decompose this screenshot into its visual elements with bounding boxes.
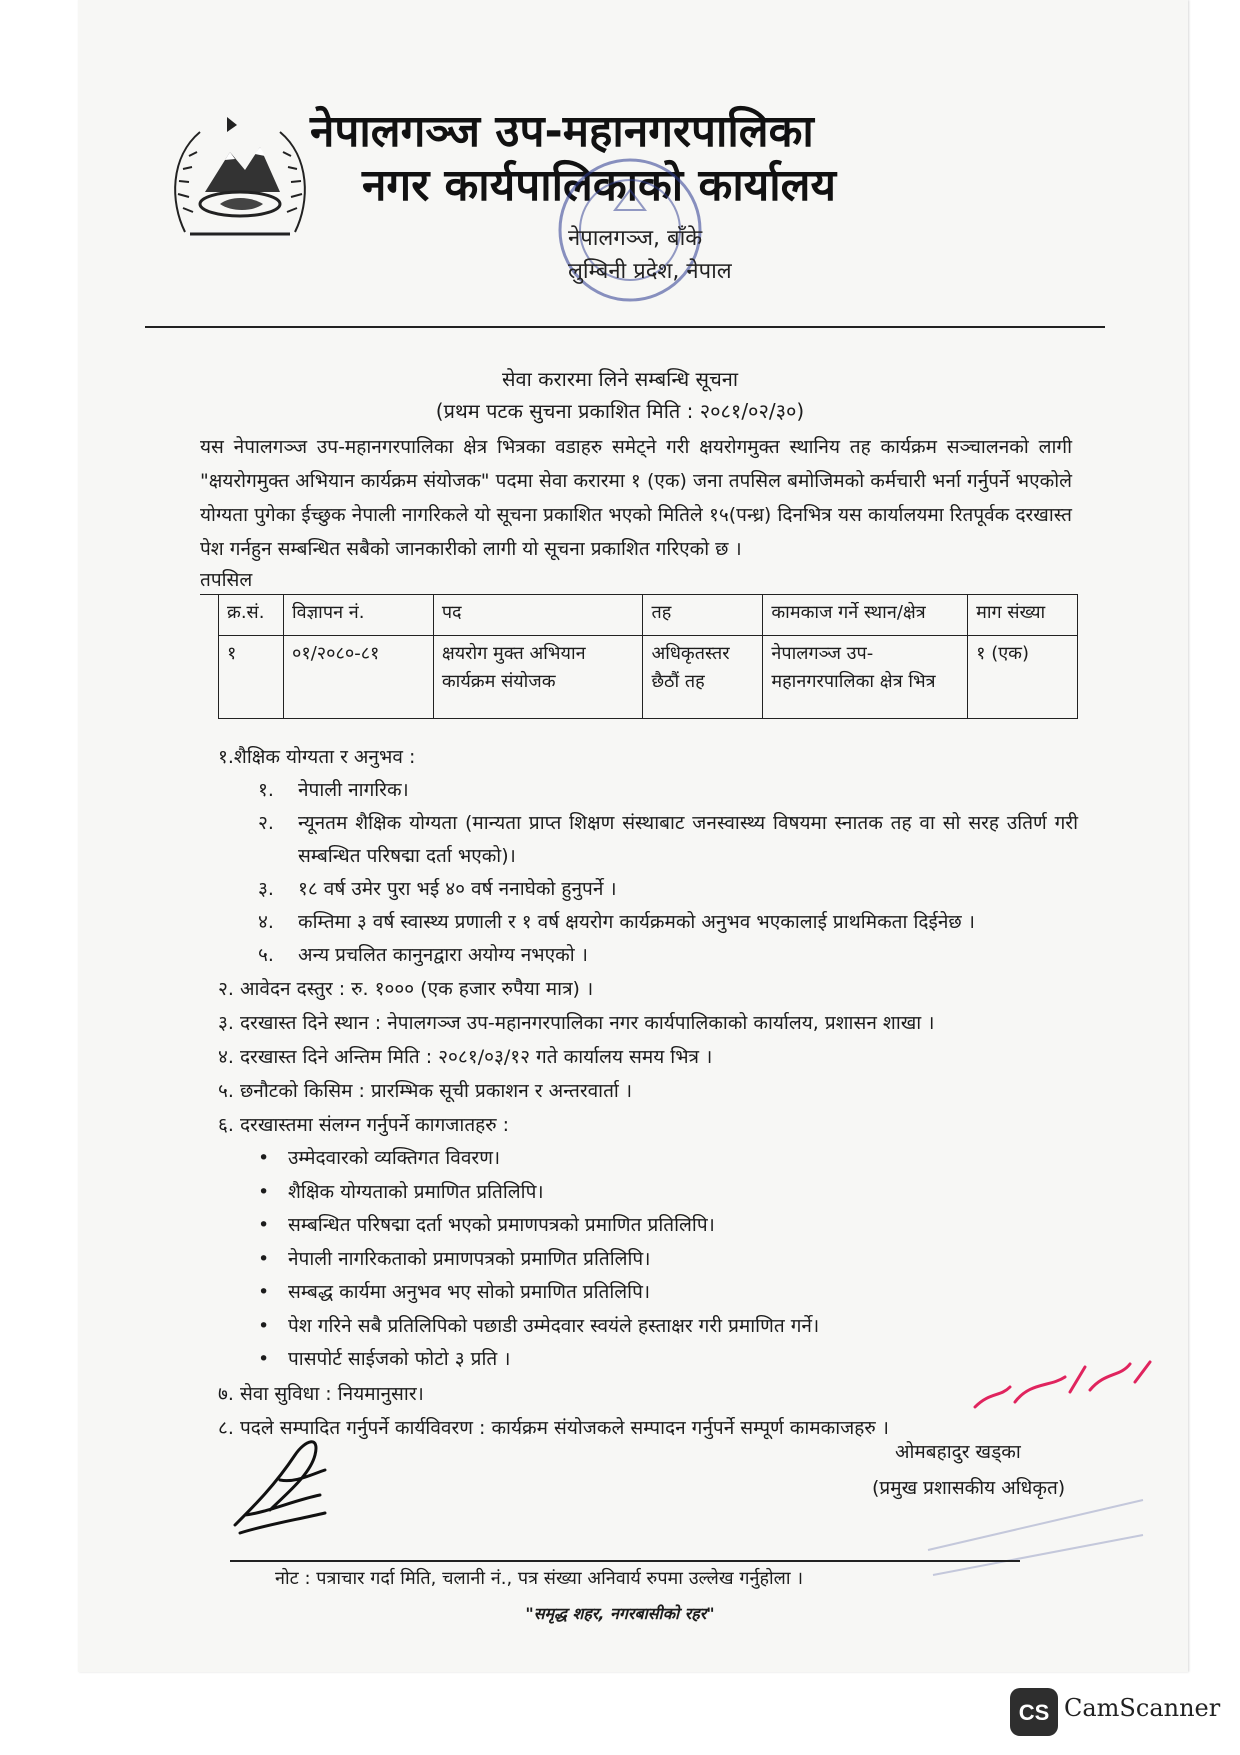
footer-note: नोट : पत्राचार गर्दा मिति, चलानी नं., पत्र संख्या अनिवार्य रुपमा उल्लेख गर्नुहोला । — [275, 1568, 804, 1589]
list-item-text: सम्बन्धित परिषद्मा दर्ता भएको प्रमाणपत्रको प्रमाणित प्रतिलिपि। — [288, 1214, 715, 1236]
list-item — [258, 873, 1078, 906]
bullet-icon: • — [258, 1214, 270, 1236]
address-line1: नेपालगञ्ज, बाँके — [568, 226, 703, 251]
list-item — [258, 1310, 1078, 1344]
documents-list — [218, 1142, 1078, 1377]
office-address — [568, 222, 732, 288]
list-item-text: सम्बद्ध कार्यमा अनुभव भए सोको प्रमाणित प्रतिलिपि। — [288, 1281, 651, 1303]
application-deadline: ४. दरखास्त दिने अन्तिम मिति : २०८१/०३/१२ गते कार्यालय समय भित्र । — [218, 1046, 713, 1068]
list-item — [258, 1243, 1078, 1277]
schedule-label: तपसिल — [200, 566, 252, 595]
notice-publish-date: (प्रथम पटक सुचना प्रकाशित मिति : २०८१/०२/३०) — [435, 399, 805, 423]
list-item-number: ४. — [258, 911, 274, 933]
vacancy-table — [218, 594, 1078, 719]
cell-demand: १ (एक) — [968, 636, 1078, 719]
cell-location: नेपालगञ्ज उप-महानगरपालिका क्षेत्र भित्र — [763, 636, 968, 719]
bullet-icon: • — [258, 1247, 270, 1270]
office-name-line2: नगर कार्यपालिकाको कार्यालय — [362, 160, 836, 211]
list-item — [258, 939, 1078, 972]
handwritten-signature-icon — [225, 1425, 335, 1540]
signatory-name: ओमबहादुर खड्का — [895, 1441, 1021, 1463]
list-item — [258, 1343, 1078, 1377]
list-item — [258, 1176, 1078, 1210]
list-item — [258, 1142, 1078, 1176]
list-item-text: अन्य प्रचलित कानुनद्वारा अयोग्य नभएको । — [298, 944, 588, 966]
camscanner-logo-icon — [1010, 1688, 1058, 1736]
list-item-text: नेपाली नागरिकताको प्रमाणपत्रको प्रमाणित प्रतिलिपि। — [288, 1247, 651, 1270]
list-item — [258, 774, 1078, 807]
bullet-icon: • — [258, 1180, 270, 1203]
application-fee: २. आवेदन दस्तुर : रु. १००० (एक हजार रुपैया मात्र) । — [218, 978, 594, 1000]
list-item — [258, 906, 1078, 939]
application-place: ३. दरखास्त दिने स्थान : नेपालगञ्ज उप-महानगरपालिका नगर कार्यपालिकाको कार्यालय, प्रशासन शाखा । — [218, 1012, 935, 1034]
camscanner-badge-text: CS — [1018, 1700, 1050, 1725]
requirements-section — [218, 740, 1078, 1445]
footer-motto: "समृद्ध शहर, नगरबासीको रहर" — [525, 1604, 715, 1623]
qualification-list — [218, 774, 1078, 972]
list-item — [258, 1276, 1078, 1310]
col-header-location: कामकाज गर्ने स्थान/क्षेत्र — [763, 595, 968, 636]
col-header-post: पद — [433, 595, 643, 636]
cell-level: अधिकृतस्तर छैठौं तह — [643, 636, 763, 719]
address-line2: लुम्बिनी प्रदेश, नेपाल — [568, 259, 732, 284]
service-benefits: ७. सेवा सुविधा : नियमानुसार। — [218, 1382, 424, 1405]
list-item-text: न्यूनतम शैक्षिक योग्यता (मान्यता प्राप्त शिक्षण संस्थाबाट जनस्वास्थ्य विषयमा स्नातक तह वा सो सरह उतिर्ण गरी सम्बन्धित परिषद्मा दर्ता भएको)। — [298, 812, 1078, 867]
name-stamp-icon — [918, 1480, 1153, 1590]
list-item — [258, 1209, 1078, 1243]
col-header-level: तह — [643, 595, 763, 636]
nepal-emblem-icon — [165, 112, 315, 247]
list-item-text: कम्तिमा ३ वर्ष स्वास्थ्य प्रणाली र १ वर्ष क्षयरोग कार्यक्रमको अनुभव भएकालाई प्राथमिकता दिईनेछ । — [298, 911, 975, 933]
list-item-text: पासपोर्ट साईजको फोटो ३ प्रति । — [288, 1348, 511, 1370]
list-item-text: शैक्षिक योग्यताको प्रमाणित प्रतिलिपि। — [288, 1180, 544, 1203]
office-name-line1: नेपालगञ्ज उप-महानगरपालिका — [310, 106, 814, 157]
camscanner-brand: CamScanner — [1064, 1694, 1221, 1722]
col-header-ad-no: विज्ञापन नं. — [283, 595, 433, 636]
list-item-number: ३. — [258, 878, 274, 900]
signatory-designation: (प्रमुख प्रशासकीय अधिकृत) — [872, 1477, 1066, 1499]
table-header-row — [219, 595, 1078, 636]
bullet-icon: • — [258, 1314, 270, 1337]
cell-sn: १ — [219, 636, 284, 719]
list-item-text: पेश गरिने सबै प्रतिलिपिको पछाडी उम्मेदवार स्वयंले हस्ताक्षर गरी प्रमाणित गर्ने। — [288, 1314, 820, 1337]
footer-divider — [230, 1560, 1020, 1562]
notice-title: सेवा करारमा लिने सम्बन्धि सूचना — [501, 367, 739, 391]
notice-intro: यस नेपालगञ्ज उप-महानगरपालिका क्षेत्र भित्रका वडाहरु समेट्ने गरी क्षयरोगमुक्त स्थानिय तह कार्यक्रम सञ्चालनको लागी "क्षयरोगमुक्त अभियान कार्यक्रम संयोजक" पदमा सेवा करारमा १ (एक) जना तपसिल बमोजिमको कर्मचारी भर्ना गर्नुपर्ने भएकोले योग्यता पुगेका ईच्छुक नेपाली नागरिकले यो सूचना प्रकाशित भएको मितिले १५(पन्ध्र) दिनभित्र यस कार्यालयमा रितपूर्वक दरखास्त पेश गर्नहुन सम्बन्धित सबैको जानकारीको लागी यो सूचना प्रकाशित गरिएको छ । — [200, 436, 1072, 560]
selection-method: ५. छनौटको किसिम : प्रारम्भिक सूची प्रकाशन र अन्तरवार्ता । — [218, 1080, 633, 1102]
bullet-icon: • — [258, 1281, 270, 1303]
table-row — [219, 636, 1078, 719]
list-item-text: उम्मेदवारको व्यक्तिगत विवरण। — [288, 1147, 501, 1169]
list-item — [258, 807, 1078, 873]
col-header-sn: क्र.सं. — [219, 595, 284, 636]
qualification-title: १.शैक्षिक योग्यता र अनुभव : — [218, 746, 416, 768]
handwritten-date-icon — [970, 1352, 1160, 1422]
cell-post: क्षयरोग मुक्त अभियान कार्यक्रम संयोजक — [433, 636, 643, 719]
documents-title: ६. दरखास्तमा संलग्न गर्नुपर्ने कागजातहरु : — [218, 1114, 510, 1136]
list-item-text: नेपाली नागरिक। — [298, 779, 409, 801]
list-item-number: ५. — [258, 944, 274, 966]
job-description: ८. पदले सम्पादित गर्नुपर्ने कार्यविवरण : कार्यक्रम संयोजकले सम्पादन गर्नुपर्ने सम्पूर्ण कामकाजहरु । — [218, 1416, 889, 1439]
col-header-demand: माग संख्या — [968, 595, 1078, 636]
cell-ad-no: ०१/२०८०-८१ — [283, 636, 433, 719]
list-item-text: १८ वर्ष उमेर पुरा भई ४० वर्ष ननाघेको हुनुपर्ने । — [298, 878, 617, 900]
bullet-icon: • — [258, 1147, 270, 1169]
bullet-icon: • — [258, 1348, 270, 1370]
list-item-number: १. — [258, 779, 274, 801]
list-item-number: २. — [258, 812, 274, 834]
header-divider — [145, 326, 1105, 328]
